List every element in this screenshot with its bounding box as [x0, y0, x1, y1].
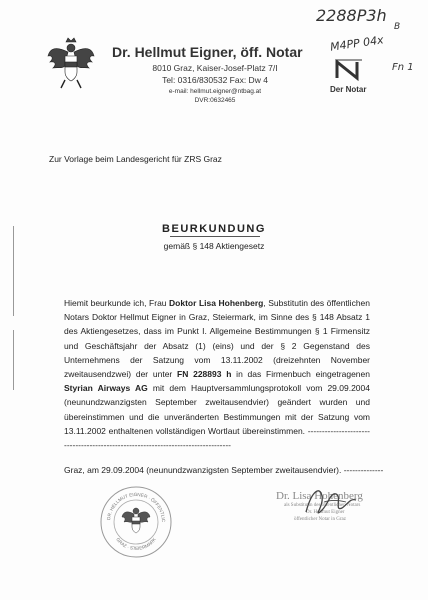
- notary-email: e-mail: hellmut.eigner@ntbag.at: [168, 88, 262, 95]
- seal-top-text: DR. HELLMUT EIGNER · ÖFFENTLIC: [106, 491, 167, 523]
- company-name: Styrian Airways AG: [64, 383, 148, 394]
- notary-name: Dr. Hellmut Eigner, öff. Notar: [112, 44, 303, 60]
- company-register-number: FN 228893 h: [177, 369, 232, 380]
- signature-name: Dr. Lisa Hohenberg: [276, 490, 363, 502]
- notar-logo-icon: [334, 56, 364, 82]
- signature-notary-line: Dr. Hellmut Eigner: [306, 510, 345, 515]
- submission-note: Zur Vorlage beim Landesgericht für ZRS Graz: [49, 154, 222, 164]
- handwritten-note-1: B: [394, 22, 401, 32]
- person-name: Doktor Lisa Hohenberg: [169, 298, 264, 308]
- certification-paragraph: Hiemit beurkunde ich, Frau Doktor Lisa Hohenberg, Substitutin des öffentlichen Notars Doktor Hellmut Eigner in Graz, Steiermark, im Sinne des § 148 Absatz 1 des Aktiengesetzes, dass im Punkt I. Allgemeine Bestimmungen § 1 Firmensitz und Geschäftsjahr der Absatz (1) (eins) und der § 2 Gegenstand des Unternehmens der Satzung vom 13.11.2002 (dreizehnten November zweitausendzwei) der unter FN 228893 h in das Firmenbuch eingetragenen Styrian Airways AG mit dem Hauptversammlungsprotokoll vom 29.09.2004 (neunundzwanzigsten September zweitausendvier) geändert wurden und übereinstimmen und die unveränderten Bestimmungen mit der Satzung vom 13.11.2002 enthaltenen vollständigen Wortlaut übereinstimmen. ---------------------------------------------------------------------------------: [64, 298, 370, 451]
- document-subtitle: gemäß § 148 Aktiengesetz: [163, 241, 265, 251]
- notary-address: 8010 Graz, Kaiser-Josef-Platz 7/I: [152, 63, 278, 73]
- margin-binding-mark: [13, 330, 14, 390]
- seal-bottom-text: GRAZ · STEIERMARK: [115, 536, 157, 552]
- place-date-line: Graz, am 29.09.2004 (neunundzwanzigsten September zweitausendvier). --------------: [64, 465, 384, 475]
- handwritten-signature-icon: [300, 482, 360, 522]
- margin-binding-mark: [13, 226, 14, 316]
- signature-role-line: als Substitutin des öffentlichen Notars: [284, 503, 361, 508]
- handwritten-ref-number: 2288P3h: [316, 6, 387, 25]
- notary-seal-icon: [99, 485, 173, 559]
- austrian-eagle-crest-icon: [46, 36, 96, 92]
- signature-location-line: öffentlicher Notar in Graz: [294, 517, 346, 522]
- document-title: BEURKUNDUNG: [162, 223, 266, 235]
- handwritten-note-3: Fn 1: [392, 62, 414, 73]
- handwritten-note-2: M4PP 04x: [329, 33, 385, 54]
- notary-dvr: DVR:0632465: [194, 97, 236, 104]
- notary-phone: Tel: 0316/830532 Fax: Dw 4: [162, 75, 268, 85]
- title-underline: [170, 236, 260, 237]
- notar-logo-label: Der Notar: [330, 85, 367, 94]
